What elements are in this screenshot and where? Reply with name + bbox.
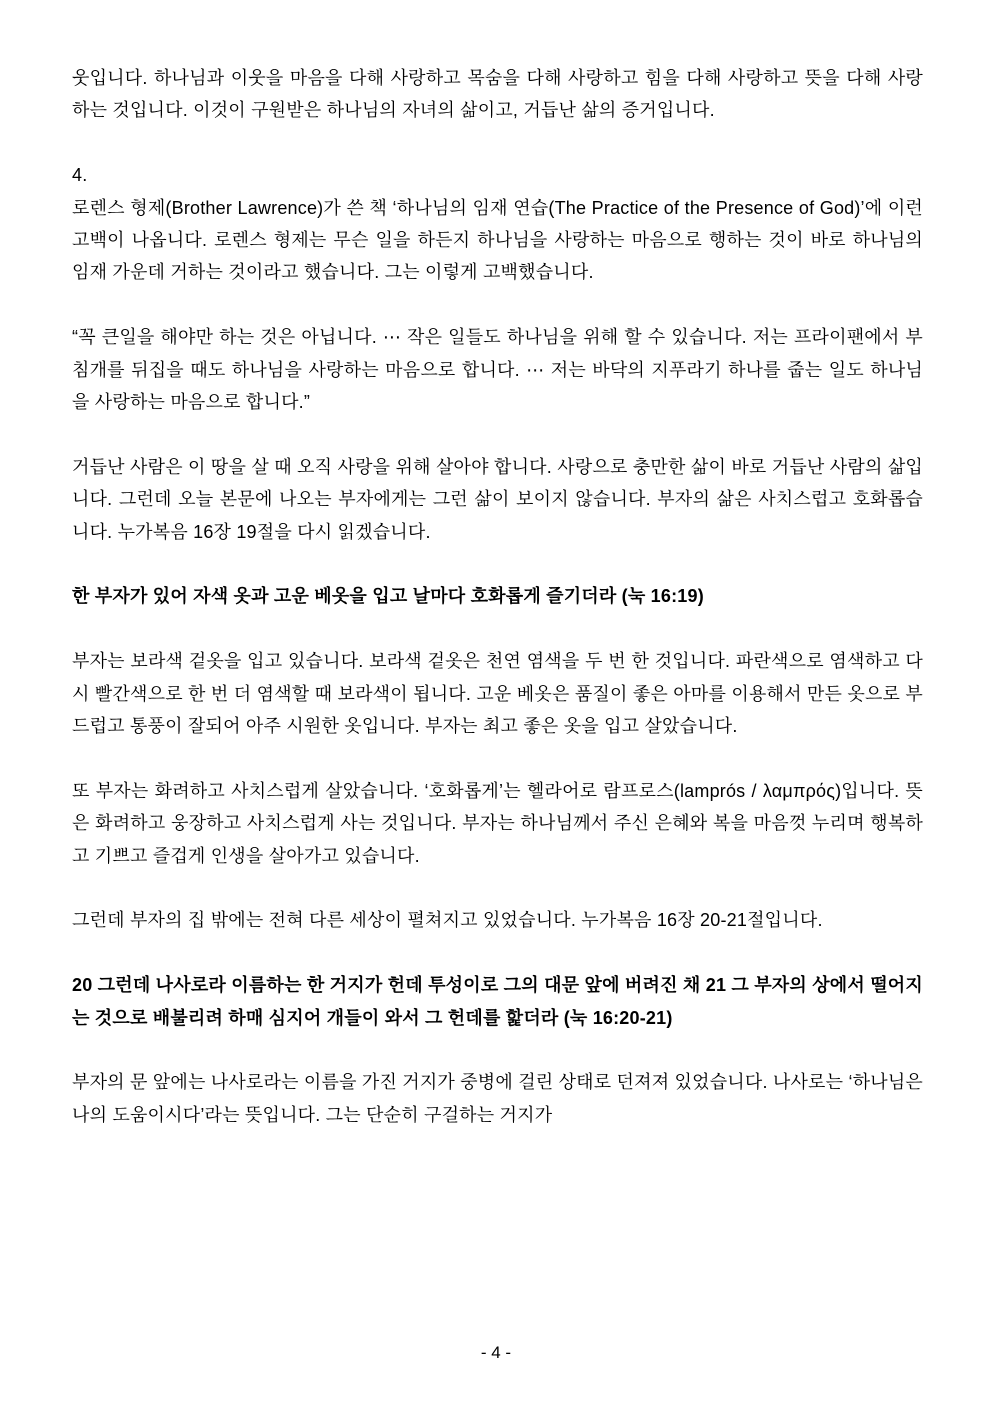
page-content: [72, 62, 923, 1164]
body-paragraph: 웃입니다. 하나님과 이웃을 마음을 다해 사랑하고 목숨을 다해 사랑하고 힘을 다해 사랑하고 뜻을 다해 사랑하는 것입니다. 이것이 구원받은 하나님의 자녀의 삶이고, 거듭난 삶의 증거입니다.: [72, 68, 923, 121]
scripture-verse-luke-16-20-21: 20 그런데 나사로라 이름하는 한 거지가 헌데 투성이로 그의 대문 앞에 버려진 채 21 그 부자의 상에서 떨어지는 것으로 배불리려 하매 심지어 개들이 와서 그 헌데를 핥더라 (눅 16:20-21): [72, 975, 923, 1028]
body-paragraph: 또 부자는 화려하고 사치스럽게 살았습니다. ‘호화롭게’는 헬라어로 람프로스(lamprós / λαμπρός)입니다. 뜻은 화려하고 웅장하고 사치스럽게 사는 것입니다. 부자는 하나님께서 주신 은혜와 복을 마음껏 누리며 행복하고 기쁘고 즐겁게 인생을 살아가고 있습니다.: [72, 780, 923, 866]
body-paragraph: 그런데 부자의 집 밖에는 전혀 다른 세상이 펼쳐지고 있었습니다. 누가복음 16장 20-21절입니다.: [72, 910, 823, 931]
body-paragraph: 로렌스 형제(Brother Lawrence)가 쓴 책 ‘하나님의 임재 연습(The Practice of the Presence of God)’에 이런 고백이 나옵니다. 로렌스 형제는 무슨 일을 하든지 하나님을 사랑하는 마음으로 행하는 것이 바로 하나님의 임재 가운데 거하는 것이라고 했습니다. 그는 이렇게 고백했습니다.: [72, 197, 923, 283]
quotation-paragraph: “꼭 큰일을 해야만 하는 것은 아닙니다. ⋯ 작은 일들도 하나님을 위해 할 수 있습니다. 저는 프라이팬에서 부침개를 뒤집을 때도 하나님을 사랑하는 마음으로 합니다. ⋯ 저는 바닥의 지푸라기 하나를 줍는 일도 하나님을 사랑하는 마음으로 합니다.”: [72, 327, 923, 413]
body-paragraph: 부자의 문 앞에는 나사로라는 이름을 가진 거지가 중병에 걸린 상태로 던져져 있었습니다. 나사로는 ‘하나님은 나의 도움이시다’라는 뜻입니다. 그는 단순히 구걸하는 거지가: [72, 1072, 923, 1125]
body-paragraph: 거듭난 사람은 이 땅을 살 때 오직 사랑을 위해 살아야 합니다. 사랑으로 충만한 삶이 바로 거듭난 사람의 삶입니다. 그런데 오늘 본문에 나오는 부자에게는 그런 삶이 보이지 않습니다. 부자의 삶은 사치스럽고 호화롭습니다. 누가복음 16장 19절을 다시 읽겠습니다.: [72, 456, 923, 542]
page-number: - 4 -: [480, 1343, 512, 1362]
body-paragraph: 부자는 보라색 겉옷을 입고 있습니다. 보라색 겉옷은 천연 염색을 두 번 한 것입니다. 파란색으로 염색하고 다시 빨간색으로 한 번 더 염색할 때 보라색이 됩니다. 고운 베옷은 품질이 좋은 아마를 이용해서 만든 옷으로 부드럽고 통풍이 잘되어 아주 시원한 옷입니다. 부자는 최고 좋은 옷을 입고 살았습니다.: [72, 651, 923, 737]
scripture-verse-luke-16-19: 한 부자가 있어 자색 옷과 고운 베옷을 입고 날마다 호화롭게 즐기더라 (눅 16:19): [72, 586, 704, 607]
section-number: 4.: [72, 165, 88, 186]
